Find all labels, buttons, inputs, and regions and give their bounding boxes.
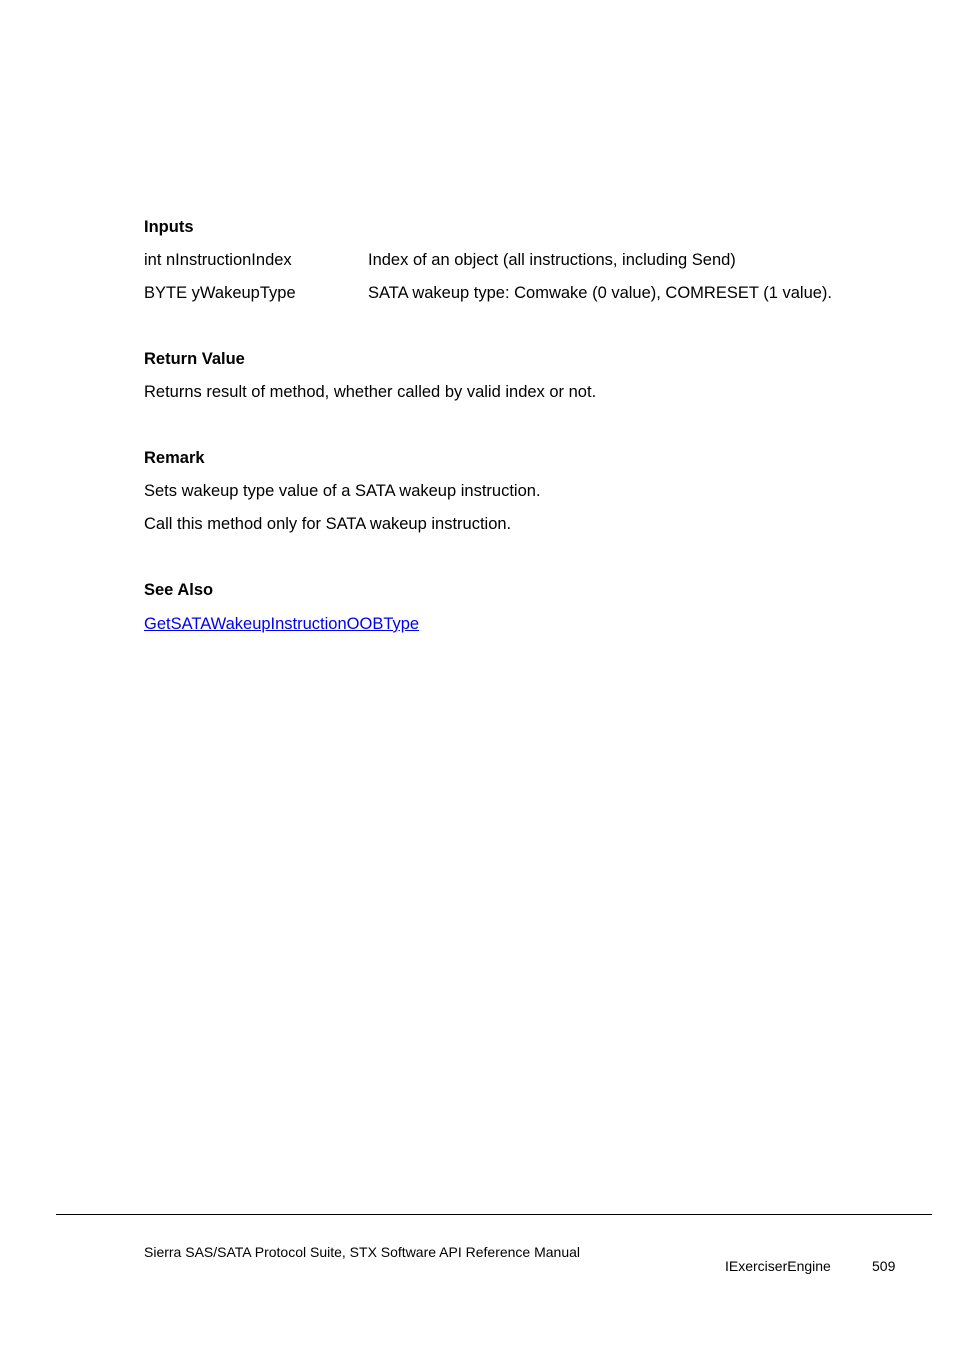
footer-manual-title: Sierra SAS/SATA Protocol Suite, STX Software API Reference Manual	[144, 1244, 581, 1260]
footer-page-number: 509	[872, 1258, 896, 1274]
param-desc-instruction-index: Index of an object (all instructions, including Send)	[368, 251, 736, 269]
param-name-wakeup-type: BYTE yWakeupType	[144, 284, 296, 302]
remark-line-2: Call this method only for SATA wakeup instruction.	[144, 515, 512, 533]
footer-divider	[56, 1214, 932, 1215]
param-desc-wakeup-type: SATA wakeup type: Comwake (0 value), COMRESET (1 value).	[368, 284, 833, 302]
return-value-text: Returns result of method, whether called by valid index or not.	[144, 383, 597, 401]
remark-heading: Remark	[144, 449, 205, 467]
param-name-instruction-index: int nInstructionIndex	[144, 251, 292, 269]
see-also-heading: See Also	[144, 581, 214, 599]
see-also-link[interactable]: GetSATAWakeupInstructionOOBType	[144, 615, 420, 633]
return-value-heading: Return Value	[144, 350, 245, 368]
footer-section-name: IExerciserEngine	[725, 1258, 831, 1274]
remark-line-1: Sets wakeup type value of a SATA wakeup instruction.	[144, 482, 541, 500]
inputs-heading: Inputs	[144, 218, 194, 236]
